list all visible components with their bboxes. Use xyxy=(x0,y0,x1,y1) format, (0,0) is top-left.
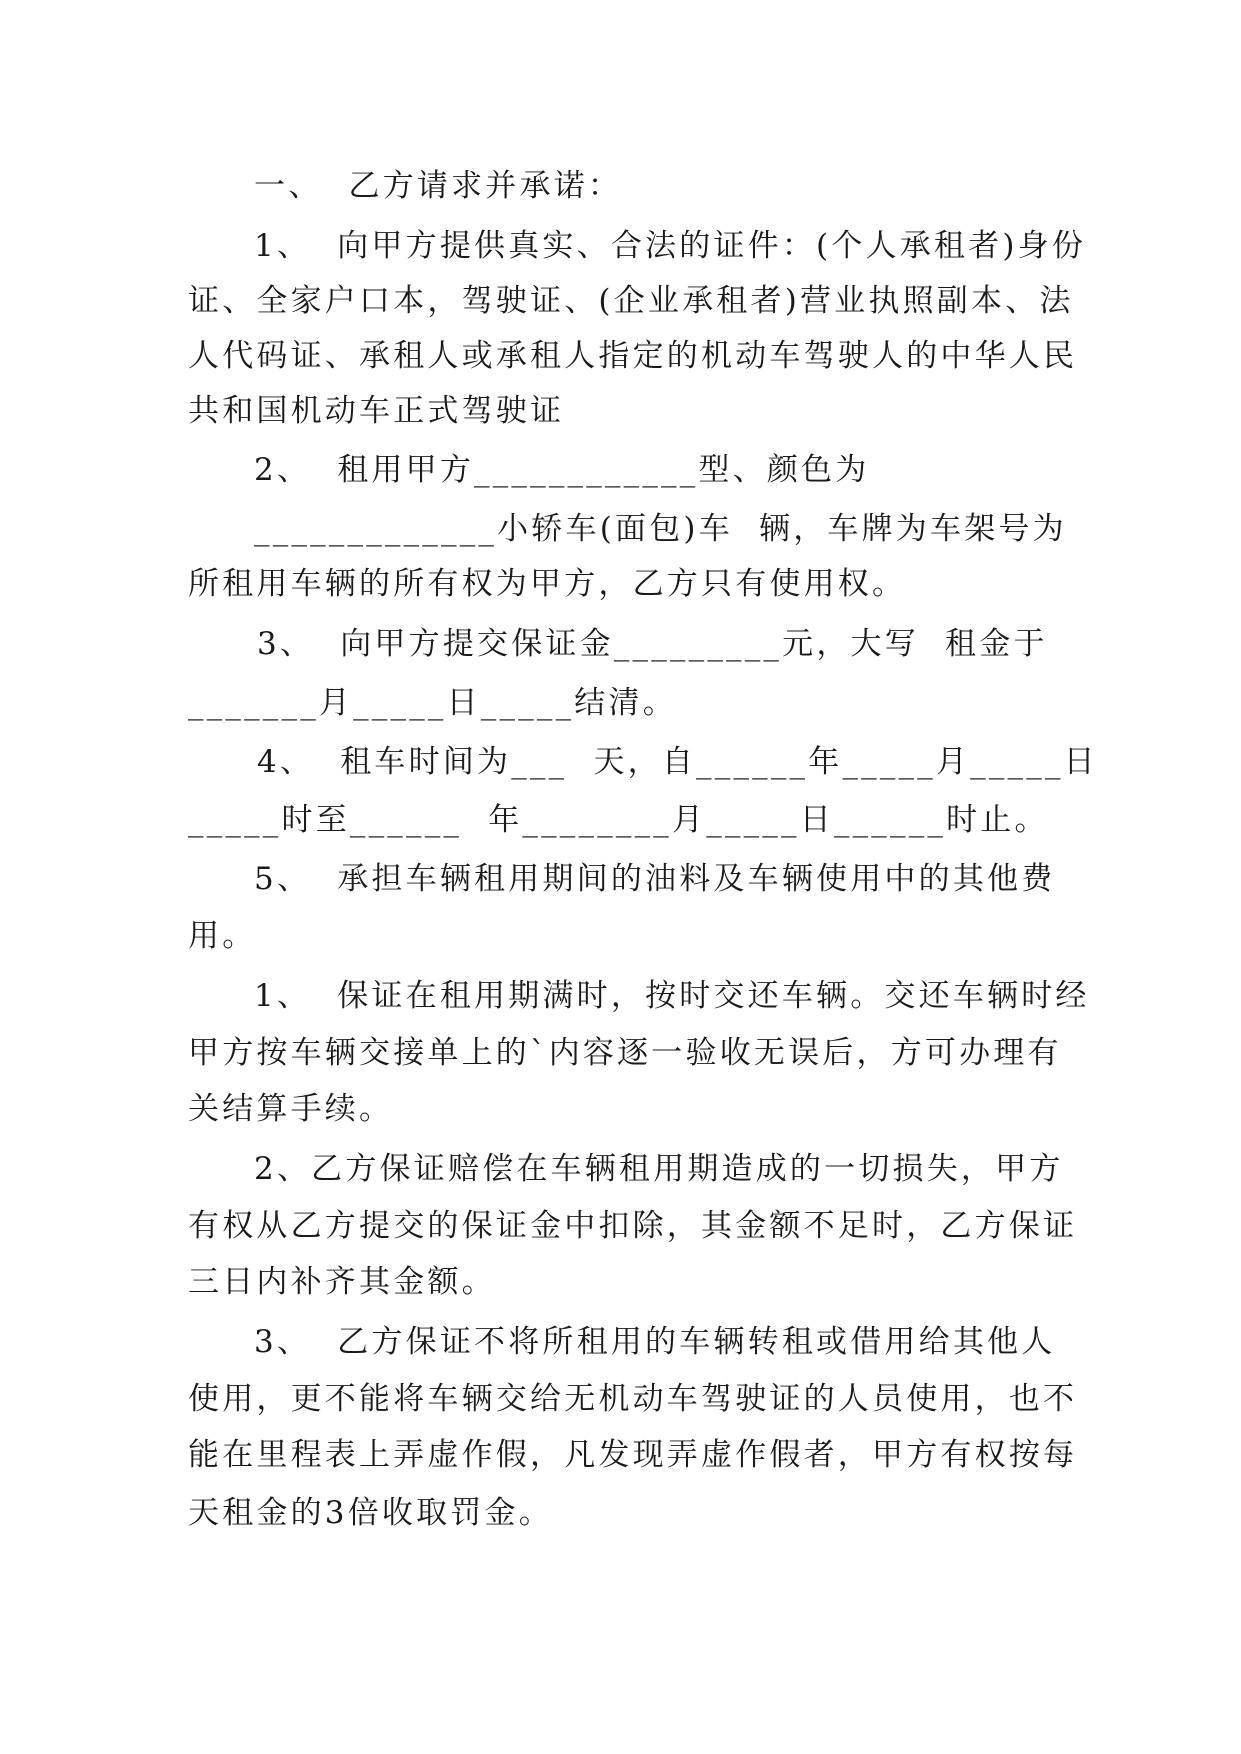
clause-line: 使用，更不能将车辆交给无机动车驾驶证的人员使用，也不 xyxy=(188,1381,1078,1417)
clause-line: 2、 租用甲方____________型、颜色为 xyxy=(254,452,870,488)
clause-line: 三日内补齐其金额。 xyxy=(188,1264,496,1300)
clause-line: 人代码证、承租人或承租人指定的机动车驾驶人的中华人民 xyxy=(188,338,1078,374)
clause-line: 能在里程表上弄虚作假，凡发现弄虚作假者，甲方有权按每 xyxy=(188,1437,1078,1473)
clause-line: 4、 租车时间为___ 天，自______年_____月_____日 xyxy=(257,744,1098,780)
clause-line: _____时至______ 年________月_____日______时止。 xyxy=(188,802,1049,838)
clause-line: 3、 乙方保证不将所租用的车辆转租或借用给其他人 xyxy=(254,1324,1056,1360)
clause-line: _____________小轿车(面包)车 辆，车牌为车架号为 xyxy=(254,511,1067,547)
clause-line: 甲方按车辆交接单上的`内容逐一验收无误后，方可办理有 xyxy=(188,1035,1062,1071)
clause-line: 天租金的3倍收取罚金。 xyxy=(188,1495,553,1531)
clause-line: 1、 向甲方提供真实、合法的证件：(个人承租者)身份 xyxy=(254,228,1087,264)
clause-line: 证、全家户口本，驾驶证、(企业承租者)营业执照副本、法 xyxy=(188,283,1074,319)
clause-line: 所租用车辆的所有权为甲方，乙方只有使用权。 xyxy=(188,566,907,602)
clause-line: 5、 承担车辆租用期间的油料及车辆使用中的其他费 xyxy=(254,861,1056,897)
section-heading: 一、 乙方请求并承诺： xyxy=(254,168,623,204)
clause-line: 用。 xyxy=(188,918,257,954)
clause-line: 关结算手续。 xyxy=(188,1091,394,1127)
clause-line: _______月_____日_____结清。 xyxy=(188,685,677,721)
clause-line: 1、 保证在租用期满时，按时交还车辆。交还车辆时经 xyxy=(254,978,1090,1014)
clause-line: 共和国机动车正式驾驶证 xyxy=(188,393,565,429)
clause-line: 2、乙方保证赔偿在车辆租用期造成的一切损失，甲方 xyxy=(254,1151,1064,1187)
clause-line: 3、 向甲方提交保证金_________元，大写 租金于 xyxy=(257,626,1048,662)
clause-line: 有权从乙方提交的保证金中扣除，其金额不足时，乙方保证 xyxy=(188,1208,1078,1244)
